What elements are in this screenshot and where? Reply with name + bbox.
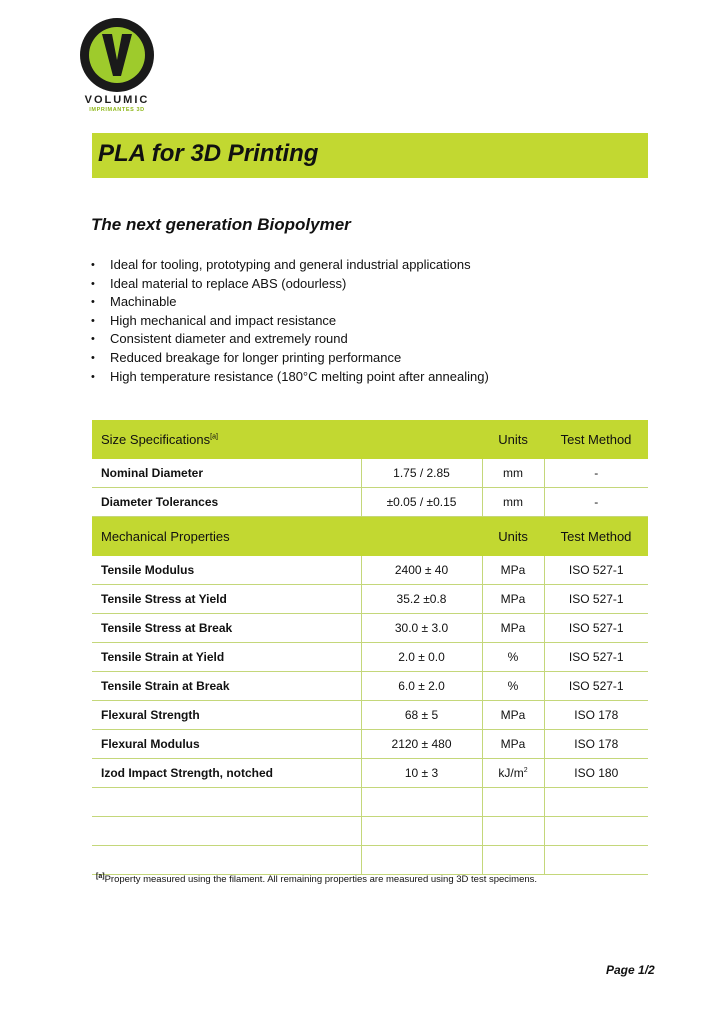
empty-cell <box>92 788 361 817</box>
size-spec-note: [a] <box>210 433 218 441</box>
table-row <box>92 701 648 730</box>
bullet-icon: • <box>91 351 95 364</box>
table-row <box>92 556 648 585</box>
empty-cell <box>482 846 544 875</box>
property-name: Izod Impact Strength, notched <box>92 759 361 788</box>
empty-cell <box>361 846 482 875</box>
property-name: Tensile Modulus <box>92 556 361 585</box>
bullet-icon: • <box>91 259 95 271</box>
bullet-icon: • <box>91 370 95 383</box>
property-value: 2120 ± 480 <box>361 730 482 759</box>
footnote-text: Property measured using the filament. All remaining properties are measured using 3D test specimens. <box>104 874 538 886</box>
mechanical-header <box>92 517 648 557</box>
property-method: ISO 178 <box>544 701 648 730</box>
document-title: PLA for 3D Printing <box>98 140 319 167</box>
mechanical-title: Mechanical Properties <box>92 517 482 557</box>
table-row <box>92 488 648 517</box>
size-spec-label: Size Specifications <box>101 432 211 447</box>
feature-item <box>90 330 489 349</box>
table-row <box>92 585 648 614</box>
property-value: ±0.05 / ±0.15 <box>361 488 482 517</box>
property-units: mm <box>482 459 544 488</box>
empty-cell <box>482 788 544 817</box>
property-units: MPa <box>482 614 544 643</box>
feature-text: Machinable <box>110 294 177 310</box>
property-name: Nominal Diameter <box>92 459 361 488</box>
property-value: 68 ± 5 <box>361 701 482 730</box>
property-units: % <box>482 672 544 701</box>
feature-text: Reduced breakage for longer printing performance <box>110 349 402 365</box>
size-spec-title <box>92 420 482 459</box>
table-row <box>92 759 648 788</box>
units-superscript: 2 <box>523 767 528 774</box>
feature-list <box>90 256 489 386</box>
spec-table <box>92 420 648 875</box>
empty-cell <box>544 817 648 846</box>
feature-text: High mechanical and impact resistance <box>110 312 337 328</box>
footnote <box>96 873 537 885</box>
feature-text: Ideal for tooling, prototyping and general industrial applications <box>110 257 471 272</box>
feature-text: High temperature resistance (180°C melting point after annealing) <box>110 368 489 384</box>
property-method: ISO 527-1 <box>544 614 648 643</box>
property-units <box>482 759 544 788</box>
volumic-logo <box>78 16 156 112</box>
feature-item <box>90 349 489 368</box>
feature-item <box>90 256 489 275</box>
test-method-column-header: Test Method <box>544 420 648 459</box>
property-value: 6.0 ± 2.0 <box>361 672 482 701</box>
empty-cell <box>361 788 482 817</box>
empty-cell <box>544 788 648 817</box>
property-method: ISO 178 <box>544 730 648 759</box>
feature-item <box>90 368 489 387</box>
table-row <box>92 672 648 701</box>
property-units: MPa <box>482 730 544 759</box>
bullet-icon: • <box>91 296 95 309</box>
property-units: mm <box>482 488 544 517</box>
bullet-icon: • <box>91 314 95 327</box>
property-name: Flexural Strength <box>92 701 361 730</box>
property-units: % <box>482 643 544 672</box>
property-units: MPa <box>482 585 544 614</box>
empty-cell <box>482 817 544 846</box>
size-spec-header <box>92 420 648 459</box>
bullet-icon: • <box>91 277 95 290</box>
property-value: 35.2 ±0.8 <box>361 585 482 614</box>
property-name: Tensile Stress at Yield <box>92 585 361 614</box>
units-text: kJ/m <box>498 766 524 780</box>
feature-item <box>90 293 489 312</box>
property-method: ISO 527-1 <box>544 672 648 701</box>
empty-cell <box>544 846 648 875</box>
table-row <box>92 459 648 488</box>
logo-emblem-icon <box>78 16 156 94</box>
document-subtitle: The next generation Biopolymer <box>91 215 351 234</box>
property-units: MPa <box>482 701 544 730</box>
property-method: ISO 527-1 <box>544 643 648 672</box>
test-method-column-header: Test Method <box>544 517 648 557</box>
table-row <box>92 643 648 672</box>
empty-row <box>92 788 648 817</box>
property-units: MPa <box>482 556 544 585</box>
empty-cell <box>92 817 361 846</box>
empty-cell <box>92 846 361 875</box>
property-name: Flexural Modulus <box>92 730 361 759</box>
property-name: Tensile Strain at Yield <box>92 643 361 672</box>
property-name: Diameter Tolerances <box>92 488 361 517</box>
footnote-mark: [a] <box>96 873 105 880</box>
table-row <box>92 730 648 759</box>
property-value: 2.0 ± 0.0 <box>361 643 482 672</box>
units-column-header: Units <box>482 517 544 557</box>
logo-tagline: IMPRIMANTES 3D <box>89 107 145 113</box>
property-method: - <box>544 488 648 517</box>
page-number: Page 1/2 <box>606 963 655 977</box>
units-column-header: Units <box>482 420 544 459</box>
feature-text: Ideal material to replace ABS (odourless) <box>110 275 347 291</box>
feature-item <box>90 275 489 294</box>
property-method: ISO 527-1 <box>544 585 648 614</box>
property-method: ISO 180 <box>544 759 648 788</box>
property-name: Tensile Strain at Break <box>92 672 361 701</box>
table-row <box>92 614 648 643</box>
property-value: 30.0 ± 3.0 <box>361 614 482 643</box>
property-value: 1.75 / 2.85 <box>361 459 482 488</box>
logo-name: VOLUMIC <box>84 94 150 106</box>
empty-row <box>92 817 648 846</box>
title-bar <box>92 133 648 178</box>
property-method: - <box>544 459 648 488</box>
property-value: 10 ± 3 <box>361 759 482 788</box>
bullet-icon: • <box>91 333 95 346</box>
empty-cell <box>361 817 482 846</box>
feature-text: Consistent diameter and extremely round <box>110 331 348 347</box>
empty-row <box>92 846 648 875</box>
feature-item <box>90 312 489 331</box>
property-method: ISO 527-1 <box>544 556 648 585</box>
property-value: 2400 ± 40 <box>361 556 482 585</box>
property-name: Tensile Stress at Break <box>92 614 361 643</box>
